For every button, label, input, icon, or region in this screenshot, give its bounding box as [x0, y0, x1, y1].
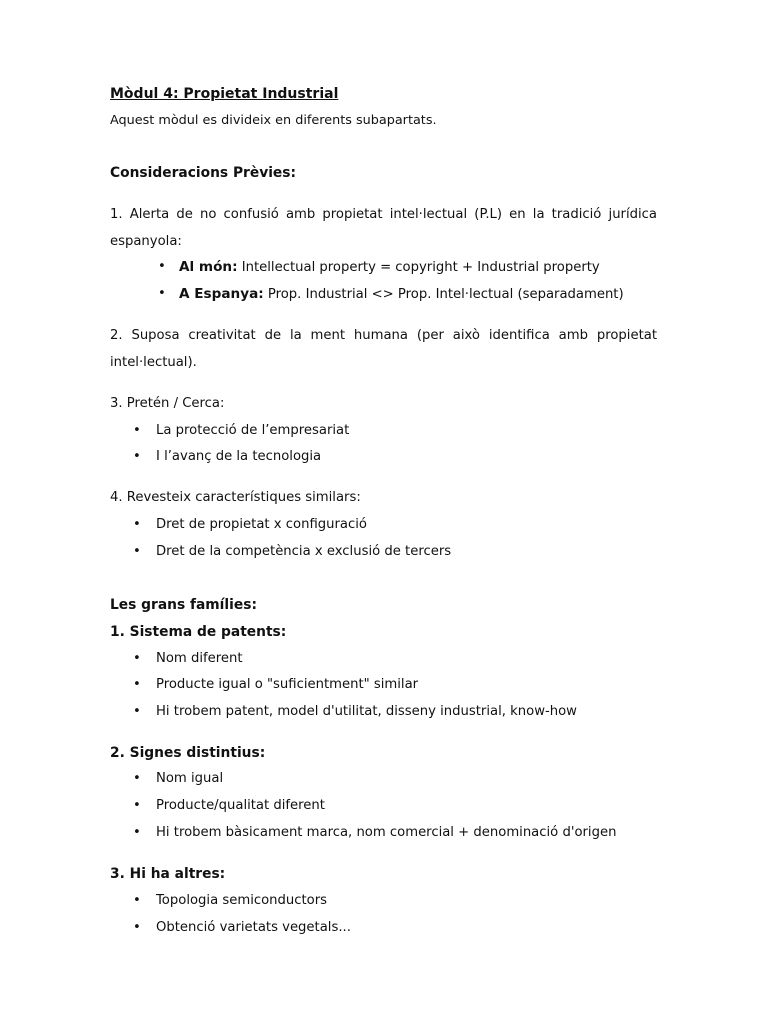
bullet-text: Dret de propietat x configuració: [156, 517, 367, 532]
bullet-icon: •: [133, 677, 141, 692]
bullet-icon: •: [158, 286, 166, 301]
bullet-icon: •: [158, 259, 166, 274]
bullet-icon: •: [133, 544, 141, 559]
page-title: Mòdul 4: Propietat Industrial: [110, 86, 339, 102]
item1-line2: espanyola:: [110, 234, 182, 249]
bullet-icon: •: [133, 798, 141, 813]
bullet-text: Nom igual: [156, 771, 224, 786]
bullet-text: Intellectual property = copyright + Industrial property: [241, 260, 600, 275]
bullet-text: I l’avanç de la tecnologia: [156, 449, 322, 464]
item1-line1: 1. Alerta de no confusió amb propietat intel·lectual (P.L) en la tradició jurídica: [110, 207, 657, 222]
bullet-icon: •: [133, 771, 141, 786]
bullet-text: Topologia semiconductors: [156, 893, 328, 908]
bullet-icon: •: [133, 517, 141, 532]
bullet-icon: •: [133, 423, 141, 438]
bullet-icon: •: [133, 449, 141, 464]
bullet-icon: •: [133, 704, 141, 719]
bullet-text: Producte/qualitat diferent: [156, 798, 325, 813]
bullet-icon: •: [133, 825, 141, 840]
bullet-label: A Espanya:: [179, 286, 264, 302]
group-heading-patents: 1. Sistema de patents:: [110, 624, 287, 640]
item2-line2: intel·lectual).: [110, 355, 197, 370]
bullet-text: Prop. Industrial <> Prop. Intel·lectual (separadament): [267, 287, 624, 302]
bullet-icon: •: [133, 920, 141, 935]
group-heading-altres: 3. Hi ha altres:: [110, 866, 226, 882]
bullet-text: Hi trobem patent, model d'utilitat, disseny industrial, know-how: [156, 704, 577, 719]
page-subtitle: Aquest mòdul es divideix en diferents subapartats.: [110, 113, 437, 128]
bullet-icon: •: [133, 651, 141, 666]
bullet-text: La protecció de l’empresariat: [156, 423, 350, 438]
section-heading-families: Les grans famílies:: [110, 597, 257, 613]
item2-line1: 2. Suposa creativitat de la ment humana (per això identifica amb propietat: [110, 328, 657, 343]
bullet-text: Obtenció varietats vegetals...: [156, 920, 351, 935]
bullet-icon: •: [133, 893, 141, 908]
bullet-text: Dret de la competència x exclusió de tercers: [156, 544, 452, 559]
bullet-label: Al món:: [179, 259, 238, 275]
group-heading-signes: 2. Signes distintius:: [110, 745, 266, 761]
bullet-text: Hi trobem bàsicament marca, nom comercial + denominació d'origen: [156, 825, 617, 840]
bullet-text: Nom diferent: [156, 651, 243, 666]
bullet-text: Producte igual o "suficientment" similar: [156, 677, 419, 692]
item4-text: 4. Revesteix característiques similars:: [110, 490, 361, 505]
section-heading-consideracions: Consideracions Prèvies:: [110, 165, 297, 181]
item3-text: 3. Pretén / Cerca:: [110, 396, 225, 411]
